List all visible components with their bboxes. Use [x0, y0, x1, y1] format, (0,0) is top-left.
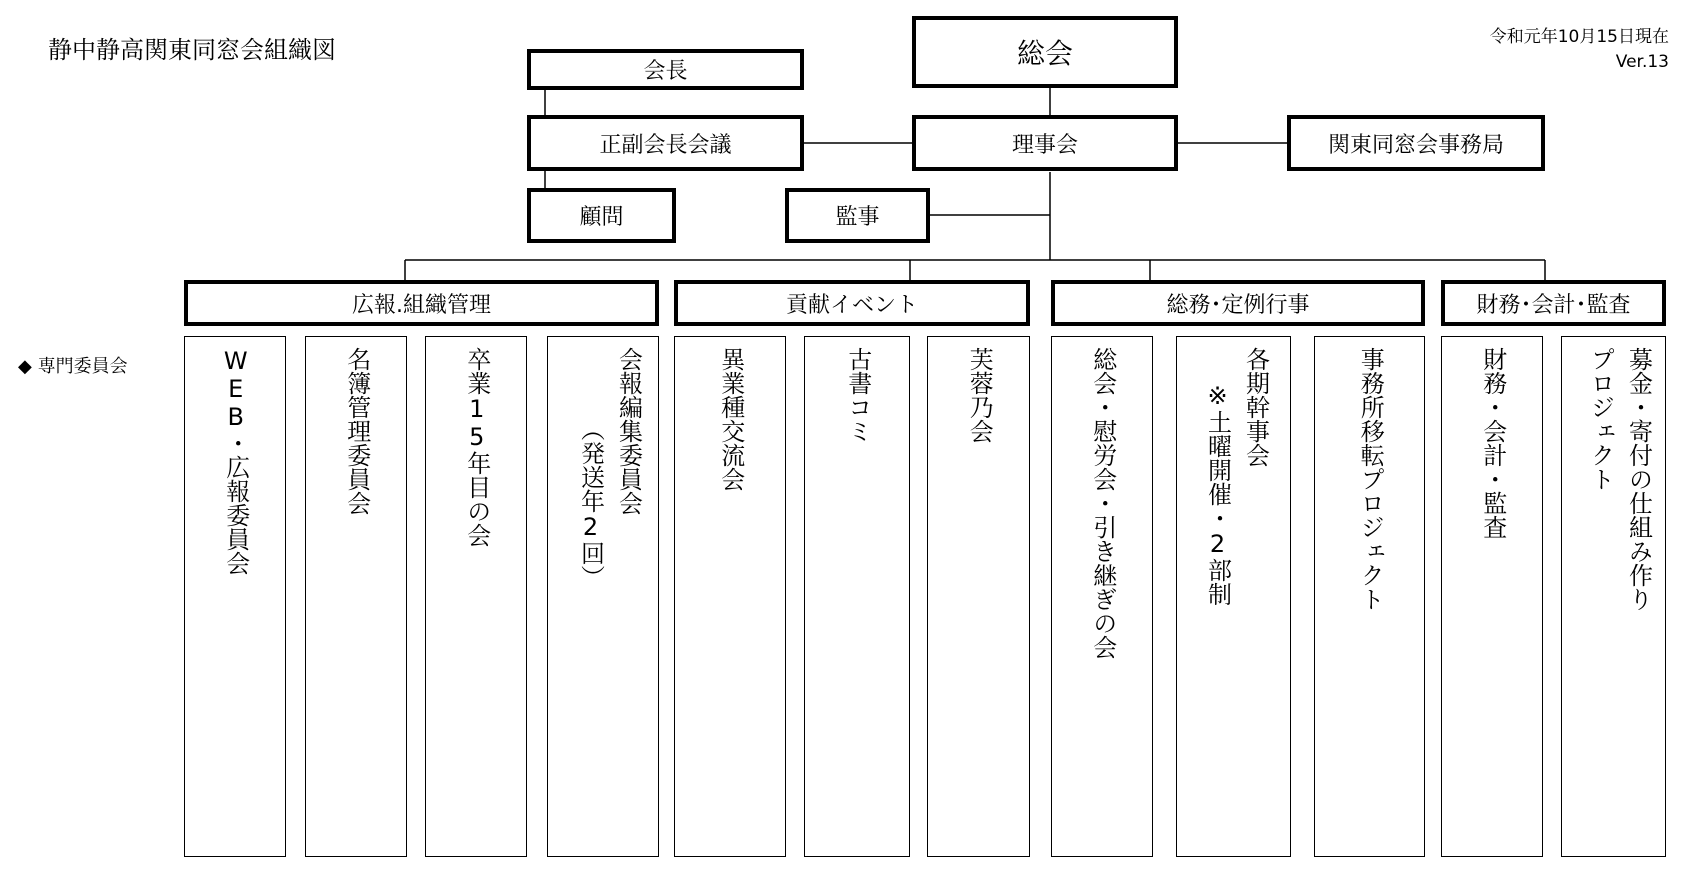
committee-newsletter: [547, 336, 659, 857]
secretariat-box: 関東同窓会事務局: [1287, 115, 1545, 171]
committee-kakuki-label: 各期幹事会: [1241, 347, 1270, 467]
committee-assembly: [1051, 336, 1153, 857]
category-general-box: 総務･定例行事: [1051, 280, 1425, 326]
committee-accounting: [1441, 336, 1543, 857]
advisor-box: 顧問: [527, 188, 676, 243]
committee-fundraising-note: プロジェクト: [1586, 347, 1615, 491]
president-box: 会長: [527, 49, 804, 90]
committee-grad15: [425, 336, 527, 857]
committee-koshokomi: [804, 336, 910, 857]
committee-fundraising-label: 募金・寄付の仕組み作り: [1624, 347, 1653, 611]
committee-roster: [305, 336, 407, 857]
general-assembly-box: 総会: [912, 16, 1178, 88]
committee-koshokomi-label: 古書コミ: [843, 347, 872, 443]
committee-grad15-label: 卒業15年目の会: [462, 347, 491, 547]
committee-industry: [674, 336, 786, 857]
committee-kakuki: [1176, 336, 1291, 857]
committee-accounting-label: 財務・会計・監査: [1478, 347, 1507, 539]
committee-newsletter-note: （発送年2回）: [576, 417, 605, 589]
committee-office-move: [1314, 336, 1425, 857]
version-label: Ver.13: [1615, 52, 1669, 72]
page-title: 静中静高関東同窓会組織図: [48, 36, 336, 64]
auditor-box: 監事: [785, 188, 930, 243]
date-label: 令和元年10月15日現在: [1489, 27, 1669, 47]
committee-web: [184, 336, 286, 857]
committee-section-label: ◆ 専門委員会: [18, 356, 128, 377]
committee-newsletter-label: 会報編集委員会: [614, 347, 643, 515]
committee-office-move-label: 事務所移転プロジェクト: [1356, 347, 1385, 611]
vp-meeting-box: 正副会長会議: [527, 115, 804, 171]
category-pr-box: 広報.組織管理: [184, 280, 659, 326]
category-events-box: 貢献イベント: [674, 280, 1030, 326]
board-box: 理事会: [912, 115, 1178, 171]
committee-fuyou: [927, 336, 1030, 857]
committee-assembly-label: 総会・慰労会・引き継ぎの会: [1088, 347, 1117, 659]
committee-web-label: WEB・広報委員会: [221, 347, 250, 575]
category-finance-box: 財務･会計･監査: [1441, 280, 1666, 326]
committee-fundraising: [1561, 336, 1666, 857]
committee-fuyou-label: 芙蓉乃会: [965, 347, 994, 443]
committee-kakuki-note: ※土曜開催・2部制: [1203, 382, 1232, 606]
committee-industry-label: 異業種交流会: [716, 347, 745, 491]
committee-roster-label: 名簿管理委員会: [342, 347, 371, 515]
